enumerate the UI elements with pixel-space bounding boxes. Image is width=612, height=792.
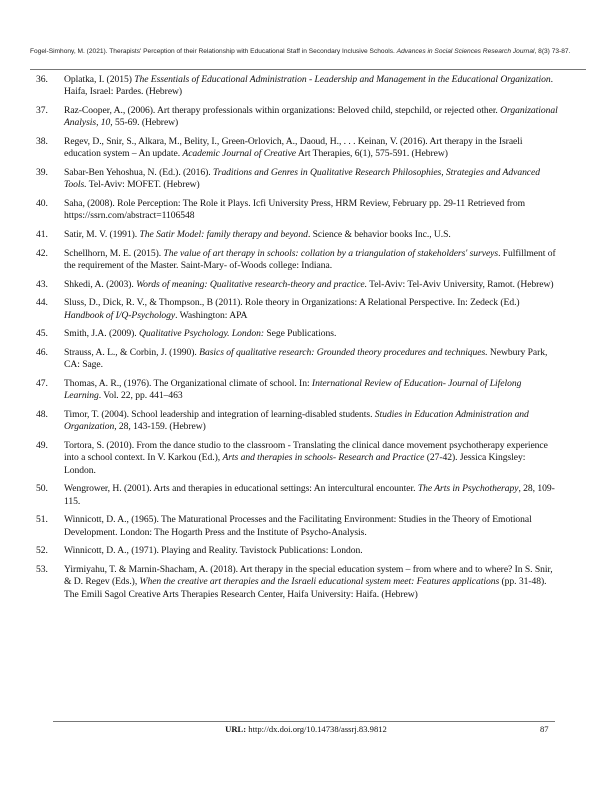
reference-text: Raz-Cooper, A., (2006). Art therapy professionals within organizations: Beloved child, stepchild, or rejected other. [64, 105, 501, 116]
footer-url-link[interactable]: http://dx.doi.org/10.14738/assrj.83.9812 [246, 724, 387, 734]
reference-title: Handbook of I/Q-Psychology [64, 309, 176, 321]
reference-item [36, 74, 558, 99]
reference-number: 45. [36, 328, 48, 340]
reference-text: Tel-Aviv: Tel-Aviv University, Ramot. (Hebrew) [366, 278, 554, 290]
header-citation-tail: , 8(3) 73-87. [534, 48, 571, 55]
reference-text: Shkedi, A. (2003). [64, 278, 137, 290]
reference-item [36, 514, 558, 539]
reference-text: Sege Publications. [263, 328, 337, 340]
reference-item [36, 105, 558, 130]
reference-text: Timor, T. (2004). School leadership and integration of learning-disabled students. [64, 408, 375, 420]
reference-text: (27-42). Jessica Kingsley: London. [64, 452, 526, 476]
reference-text: . Vol. 22, pp. 441–463 [98, 390, 183, 402]
reference-text: Wengrower, H. (2001). Arts and therapies in educational settings: An intercultural encounter. [64, 483, 418, 495]
reference-item [36, 198, 558, 223]
reference-number: 41. [36, 229, 48, 240]
reference-title: International Review of Education- Journal of Lifelong Learning [64, 377, 522, 402]
reference-title: Arts and therapies in schools- Research and Practice [222, 452, 425, 464]
reference-text: Sabar-Ben Yehoshua, N. (Ed.). (2016). [64, 167, 213, 178]
header-divider [30, 69, 586, 70]
reference-text: Schellhorn, M. E. (2015). [64, 247, 164, 259]
reference-number: 53. [36, 563, 48, 575]
reference-text: . Haifa, Israel: Pardes. (Hebrew) [64, 74, 553, 98]
reference-text: . Science & behavior books Inc., U.S. [307, 229, 451, 240]
reference-text: Strauss, A. L., & Corbin, J. (1990). [64, 346, 200, 358]
reference-title: Traditions and Genres in Qualitative Research Philosophies, Strategies and Advanced Tools. [64, 167, 540, 191]
footer-url [0, 724, 612, 734]
page-number: 87 [540, 724, 549, 734]
reference-text: Winnicott, D. A., (1971). Playing and Reality. Tavistock Publications: London. [64, 545, 363, 557]
reference-title: Basics of qualitative research: Grounded theory procedures and techniques. [199, 346, 488, 358]
reference-text: Newbury Park, CA: Sage. [64, 346, 548, 371]
reference-number: 46. [36, 346, 48, 358]
reference-text: Thomas, A. R., (1976). The Organizational climate of school. In: [64, 377, 312, 389]
reference-item [36, 328, 558, 340]
reference-text: Winnicott, D. A., (1965). The Maturational Processes and the Facilitating Environment: Studies in the Theory of Emotional Development. London: The Hogarth Press and the Institute of Psycho-Analysis. [64, 514, 532, 538]
reference-text: Yirmiyahu, T. & Marnin-Shacham, A. (2018). Art therapy in the special education system – from where and to where? In S. Snir, & D. Regev (Eds.), [64, 563, 553, 588]
reference-title: Organizational Analysis, 10, [64, 105, 558, 129]
reference-text: Art Therapies, 6(1), 575-591. (Hebrew) [296, 148, 448, 160]
reference-number: 36. [36, 74, 48, 85]
reference-item [36, 409, 558, 434]
reference-item [36, 248, 558, 273]
reference-number: 51. [36, 514, 48, 526]
reference-text: Saha, (2008). Role Perception: The Role it Plays. Icfi University Press, HRM Review, February pp. 29-11 Retrieved from https://ssrn.com/abstract=1106548 [64, 198, 526, 222]
reference-number: 49. [36, 439, 48, 451]
reference-text: , 28, 109-115. [64, 483, 555, 507]
reference-number: 39. [36, 167, 48, 178]
reference-text: Smith, J.A. (2009). [64, 328, 139, 340]
running-header [30, 47, 586, 56]
reference-text: Tortora, S. (2010). From the dance studio to the classroom - Translating the clinical dance movement psychotherapy experience into a school context. In V. Karkou (Ed.), [64, 439, 548, 464]
reference-item [36, 297, 558, 322]
reference-title: When the creative art therapies and the Israeli educational system meet: Features applications [139, 576, 500, 588]
reference-number: 50. [36, 483, 48, 495]
reference-list [36, 74, 558, 607]
reference-title: Qualitative Psychology. London: [138, 328, 264, 340]
reference-item [36, 279, 558, 291]
reference-item [36, 229, 558, 241]
footer-url-label: URL: [225, 724, 247, 734]
footer-divider [53, 721, 555, 722]
reference-number: 48. [36, 408, 48, 420]
reference-item [36, 545, 558, 557]
reference-title: The Arts in Psychotherapy [417, 483, 519, 495]
reference-number: 52. [36, 545, 48, 557]
reference-title: The value of art therapy in schools: collation by a triangulation of stakeholders' surveys [163, 247, 499, 259]
reference-title: Studies in Education Administration and Organization [64, 408, 529, 433]
reference-text: Satir, M. V. (1991). [64, 229, 140, 240]
reference-number: 44. [36, 297, 48, 309]
reference-number: 42. [36, 247, 48, 259]
reference-item [36, 483, 558, 508]
reference-title: Academic Journal of Creative [182, 148, 297, 160]
reference-number: 47. [36, 377, 48, 389]
reference-text: Tel-Aviv: MOFET. (Hebrew) [86, 179, 200, 191]
reference-item [36, 167, 558, 192]
reference-item [36, 136, 558, 161]
reference-item [36, 440, 558, 477]
reference-title: The Essentials of Educational Administration - Leadership and Management in the Educational Organization [134, 74, 551, 85]
reference-text: (pp. 31-48). The Emili Sagol Creative Arts Therapies Research Center, Haifa University: Haifa. (Hebrew) [64, 576, 547, 600]
reference-number: 38. [36, 136, 48, 147]
reference-title: Words of meaning: Qualitative research-theory and practice. [136, 278, 367, 290]
reference-text: Oplatka, I. (2015) [64, 74, 135, 85]
reference-text: . Washington: APA [175, 309, 248, 321]
reference-number: 40. [36, 198, 48, 209]
reference-text: 55-69. (Hebrew) [112, 117, 179, 129]
reference-item [36, 347, 558, 372]
reference-item [36, 564, 558, 601]
header-journal: Advances in Social Sciences Research Journal [396, 48, 535, 55]
reference-text: Regev, D., Snir, S., Alkara, M., Belity, I., Green-Orlovich, A., Daoud, H., . . . Keinan, V. (2016). Art therapy in the Israeli education system – An update. [64, 136, 523, 160]
reference-text: , 28, 143-159. (Hebrew) [114, 421, 206, 433]
reference-item [36, 378, 558, 403]
reference-text: . Fulfillment of the requirement of the Master. Saint-Mary- of-Woods college: Indiana. [64, 247, 556, 271]
reference-text: Sluss, D., Dick, R. V., & Thompson., B (2011). Role theory in Organizations: A Relational Perspective. In: Zedeck (Ed.) [64, 297, 520, 309]
reference-number: 43. [36, 278, 48, 290]
reference-number: 37. [36, 105, 48, 116]
header-citation: Fogel-Simhony, M. (2021). Therapists' Perception of their Relationship with Educational Staff in Secondary Inclusive Schools. [30, 48, 397, 55]
reference-title: The Satir Model: family therapy and beyond [139, 229, 308, 240]
